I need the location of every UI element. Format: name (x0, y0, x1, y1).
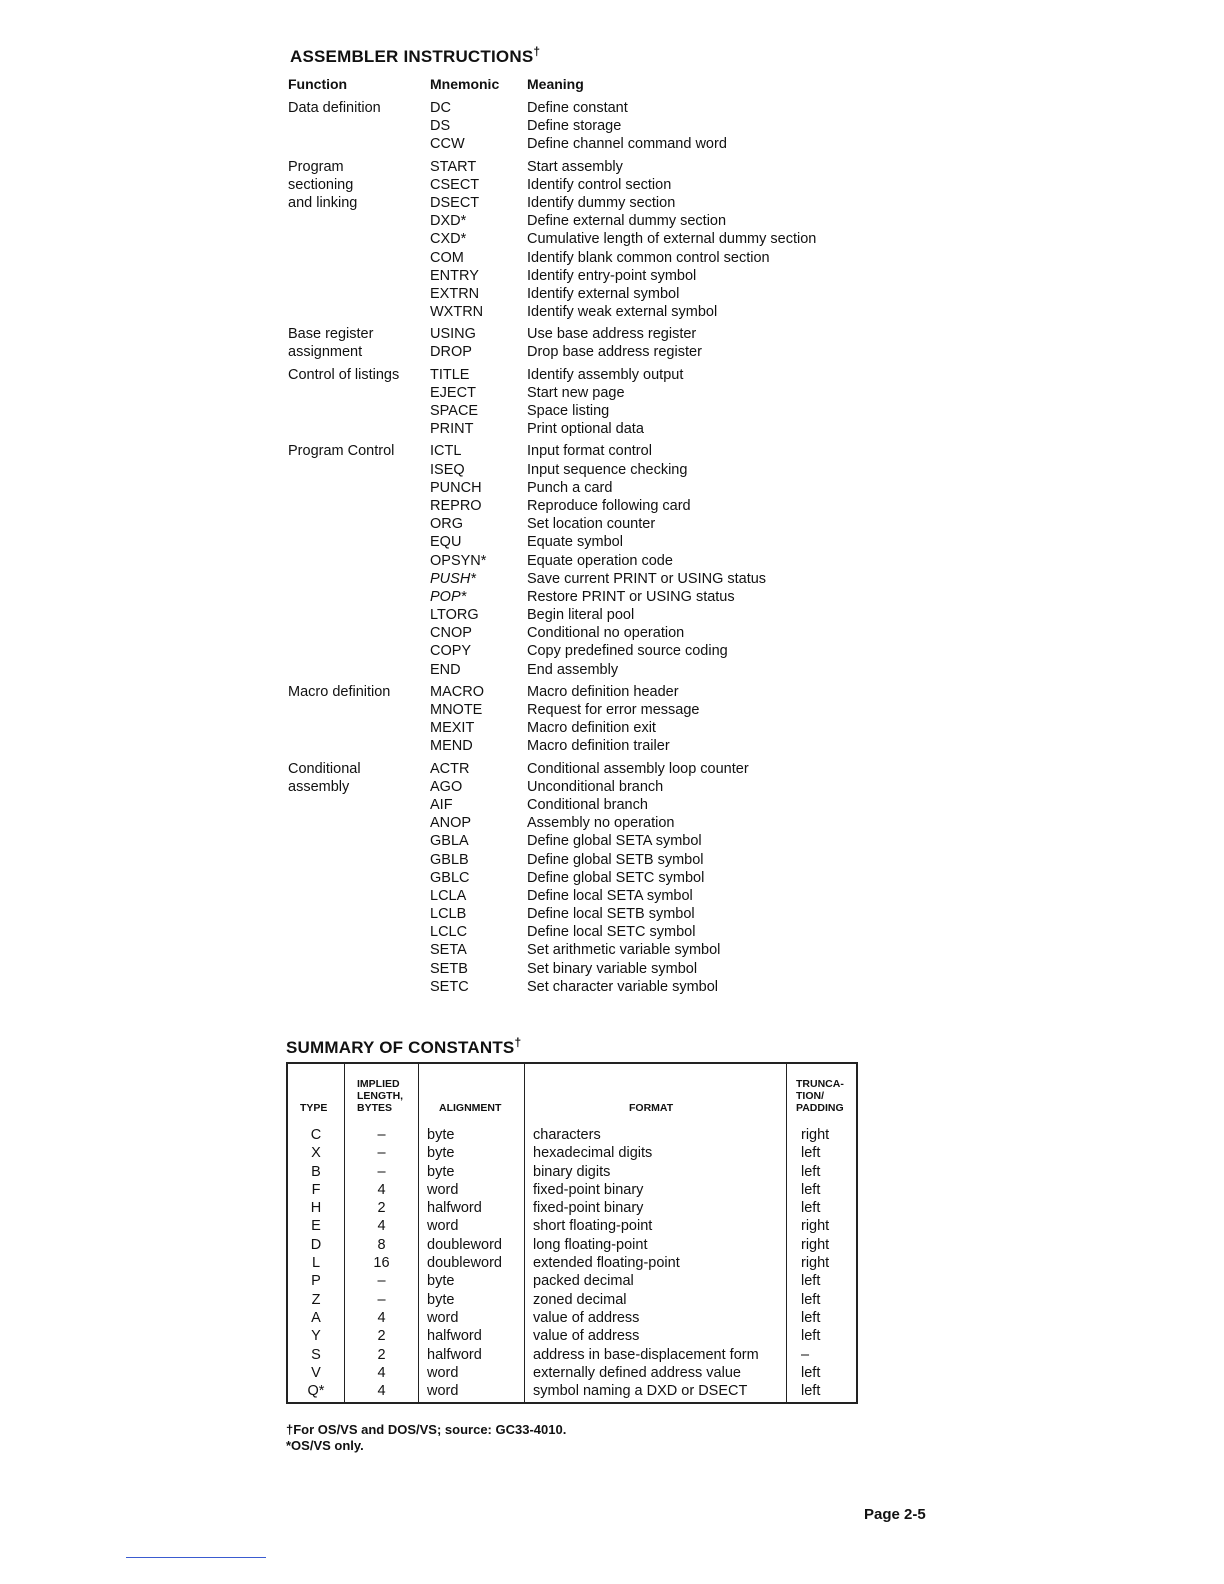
instruction-row (430, 461, 868, 479)
meaning: Define local SETC symbol (527, 924, 696, 941)
constant-cell-l: 2 (377, 1346, 386, 1363)
instruction-row (430, 624, 868, 642)
mnemonic: EJECT (430, 384, 476, 401)
meaning: Print optional data (527, 421, 644, 438)
group-function: Base register assignment (288, 326, 374, 361)
meaning: Restore PRINT or USING status (527, 588, 735, 605)
meaning: Define global SETB symbol (527, 851, 704, 868)
meaning: Start new page (527, 384, 625, 401)
instruction-row (430, 212, 868, 230)
instruction-row (430, 267, 868, 285)
instruction-row (430, 384, 868, 402)
meaning: Start assembly (527, 158, 623, 175)
constant-cell-f: zoned decimal (533, 1291, 627, 1308)
mnemonic: MEXIT (430, 720, 475, 737)
constant-cell-f: characters (533, 1127, 601, 1143)
group-function: Program sectioning and linking (288, 158, 358, 211)
mnemonic: ISEQ (430, 461, 465, 478)
mnemonic: MEND (430, 738, 473, 755)
meaning: Define storage (527, 118, 622, 135)
instruction-row (430, 325, 868, 343)
mnemonic: SETC (430, 978, 469, 995)
constant-cell-p: right (801, 1236, 830, 1253)
constant-cell-t: L (311, 1255, 321, 1272)
instruction-group (288, 325, 868, 361)
mnemonic: AIF (430, 796, 453, 813)
instruction-row (430, 661, 868, 679)
constant-cell-a: halfword (427, 1346, 482, 1363)
meaning: Copy predefined source coding (527, 643, 728, 660)
mnemonic: PRINT (430, 421, 474, 438)
mnemonic: AGO (430, 778, 463, 795)
constant-cell-t: S (311, 1346, 321, 1363)
meaning: End assembly (527, 661, 619, 678)
group-function: Macro definition (288, 683, 391, 700)
mnemonic: EQU (430, 534, 462, 551)
instruction-row (430, 117, 868, 135)
meaning: Define global SETA symbol (527, 833, 702, 850)
instruction-row (430, 158, 868, 176)
instruction-row (430, 249, 868, 267)
constant-cell-f: value of address (533, 1309, 640, 1326)
constant-cell-f: long floating-point (533, 1236, 648, 1253)
constant-cell-t: H (310, 1200, 322, 1217)
mnemonic: COPY (430, 643, 472, 660)
constant-cell-t: Y (311, 1328, 321, 1345)
assembler-table-header (288, 76, 868, 95)
mnemonic: OPSYN* (430, 552, 487, 569)
mnemonic: SPACE (430, 403, 479, 420)
instruction-group (288, 158, 868, 322)
instruction-row (430, 135, 868, 153)
instruction-row (430, 683, 868, 701)
constant-cell-t: V (311, 1364, 321, 1381)
constant-cell-a: byte (427, 1273, 455, 1290)
meaning: Define global SETC symbol (527, 869, 705, 886)
meaning: Identify external symbol (527, 285, 680, 302)
meaning: Identify dummy section (527, 194, 676, 211)
constant-cell-p: left (801, 1181, 821, 1198)
constant-cell-f: hexadecimal digits (533, 1145, 653, 1162)
meaning: Define local SETB symbol (527, 906, 695, 923)
mnemonic: PUNCH (430, 479, 482, 496)
meaning: Conditional assembly loop counter (527, 760, 749, 777)
instruction-row (430, 737, 868, 755)
footnote-asterisk: *OS/VS only. (286, 1438, 364, 1453)
meaning: Equate operation code (527, 552, 673, 569)
header-implied-length: IMPLIED LENGTH, BYTES (357, 1078, 404, 1114)
group-function: Data definition (288, 100, 381, 116)
meaning: Set location counter (527, 516, 656, 533)
meaning: Punch a card (527, 479, 613, 496)
meaning: Identify assembly output (527, 366, 684, 383)
instruction-row (430, 515, 868, 533)
constant-cell-f: extended floating-point (533, 1255, 680, 1272)
meaning: Identify entry-point symbol (527, 267, 697, 284)
footnote-dagger: †For OS/VS and DOS/VS; source: GC33-4010. (286, 1422, 567, 1437)
header-type: TYPE (300, 1102, 328, 1114)
constant-cell-a: byte (427, 1291, 455, 1308)
meaning: Assembly no operation (527, 815, 675, 832)
instruction-group (288, 366, 868, 439)
header-format: FORMAT (629, 1102, 674, 1114)
constant-cell-p: – (801, 1346, 810, 1363)
header-truncation-padding: TRUNCA- TION/ PADDING (796, 1078, 844, 1114)
constant-cell-p: right (801, 1218, 830, 1235)
constant-cell-t: Z (311, 1291, 321, 1308)
meaning: Conditional no operation (527, 625, 685, 642)
mnemonic: ORG (430, 516, 464, 533)
constant-cell-p: left (801, 1145, 821, 1162)
constants-table (286, 1062, 858, 1404)
constant-cell-t: F (311, 1181, 321, 1198)
mnemonic: CCW (430, 136, 465, 153)
constant-cell-f: packed decimal (533, 1273, 634, 1290)
constant-cell-l: 4 (377, 1309, 386, 1326)
meaning: Save current PRINT or USING status (527, 570, 767, 587)
meaning: Input format control (527, 443, 652, 460)
instruction-row (430, 343, 868, 361)
instruction-group (288, 99, 868, 154)
constant-cell-l: 2 (377, 1200, 386, 1217)
meaning: Space listing (527, 403, 610, 420)
instruction-row (430, 814, 868, 832)
meaning: Macro definition exit (527, 720, 656, 737)
instruction-row (430, 796, 868, 814)
meaning: Reproduce following card (527, 497, 691, 514)
meaning: Define channel command word (527, 136, 727, 153)
instruction-row (430, 99, 868, 117)
mnemonic: GBLC (430, 869, 470, 886)
column-format (525, 1064, 787, 1402)
mnemonic: COM (430, 249, 464, 266)
constant-cell-p: left (801, 1273, 821, 1290)
instruction-row (430, 442, 868, 460)
instruction-row (430, 978, 868, 996)
meaning: Define external dummy section (527, 213, 727, 230)
constant-cell-l: – (377, 1163, 386, 1180)
mnemonic: WXTRN (430, 304, 484, 321)
constant-cell-p: right (801, 1127, 830, 1143)
constant-cell-a: byte (427, 1127, 455, 1143)
mnemonic: PUSH* (430, 570, 476, 587)
mnemonic: ENTRY (430, 267, 479, 284)
mnemonic: LTORG (430, 607, 479, 624)
instruction-row (430, 832, 868, 850)
meaning: Macro definition header (527, 683, 679, 700)
constant-cell-f: fixed-point binary (533, 1181, 644, 1198)
constant-cell-p: left (801, 1163, 821, 1180)
header-mnemonic: Mnemonic (430, 76, 500, 92)
group-function: Control of listings (288, 366, 400, 383)
constant-cell-f: short floating-point (533, 1218, 653, 1235)
bottom-rule (126, 1557, 266, 1558)
instruction-row (430, 869, 868, 887)
constant-cell-a: word (427, 1218, 459, 1235)
mnemonic: START (430, 158, 477, 175)
mnemonic: SETA (430, 942, 467, 959)
instruction-row (430, 402, 868, 420)
constant-cell-t: P (311, 1273, 321, 1290)
group-function: Conditional assembly (288, 760, 361, 795)
constant-cell-a: byte (427, 1145, 455, 1162)
mnemonic: LCLA (430, 887, 467, 904)
mnemonic: EXTRN (430, 285, 480, 302)
instruction-row (430, 960, 868, 978)
instruction-row (430, 420, 868, 438)
constant-cell-l: – (377, 1273, 386, 1290)
instruction-row (430, 642, 868, 660)
header-function: Function (288, 76, 348, 92)
meaning: Drop base address register (527, 344, 702, 361)
constant-cell-t: Q* (307, 1383, 325, 1400)
constant-cell-f: value of address (533, 1328, 640, 1345)
constant-cell-p: left (801, 1291, 821, 1308)
instruction-row (430, 497, 868, 515)
constant-cell-a: halfword (427, 1328, 482, 1345)
constant-cell-a: halfword (427, 1200, 482, 1217)
header-alignment: ALIGNMENT (439, 1102, 502, 1114)
constant-cell-l: 4 (377, 1218, 386, 1235)
constant-cell-p: left (801, 1200, 821, 1217)
constant-cell-p: left (801, 1364, 821, 1381)
constant-cell-a: word (427, 1309, 459, 1326)
mnemonic: TITLE (430, 366, 470, 383)
constant-cell-a: word (427, 1364, 459, 1381)
meaning: Begin literal pool (527, 607, 635, 624)
meaning: Unconditional branch (527, 778, 664, 795)
constant-cell-l: 4 (377, 1383, 386, 1400)
mnemonic: CNOP (430, 625, 472, 642)
mnemonic: MACRO (430, 683, 484, 700)
instruction-row (430, 923, 868, 941)
instruction-row (430, 479, 868, 497)
meaning: Input sequence checking (527, 461, 688, 478)
footnotes (286, 1422, 566, 1454)
constant-cell-a: doubleword (427, 1236, 502, 1253)
constant-cell-t: D (310, 1236, 322, 1253)
assembler-instructions-title: ASSEMBLER INSTRUCTIONS† (290, 44, 541, 66)
meaning: Equate symbol (527, 534, 623, 551)
constant-cell-f: binary digits (533, 1163, 611, 1180)
instruction-row (430, 552, 868, 570)
instruction-group (288, 683, 868, 756)
constant-cell-f: externally defined address value (533, 1364, 741, 1381)
instruction-row (430, 701, 868, 719)
constant-cell-l: 2 (377, 1328, 386, 1345)
mnemonic: CXD* (430, 231, 467, 248)
mnemonic: DS (430, 118, 451, 135)
instruction-row (430, 570, 868, 588)
instruction-row (430, 533, 868, 551)
mnemonic: ICTL (430, 443, 462, 460)
constant-cell-l: – (377, 1127, 386, 1143)
constant-cell-p: right (801, 1255, 830, 1272)
instruction-row (430, 285, 868, 303)
mnemonic: SETB (430, 960, 468, 977)
constant-cell-a: byte (427, 1163, 455, 1180)
instruction-group (288, 442, 868, 678)
constant-cell-a: doubleword (427, 1255, 502, 1272)
mnemonic: REPRO (430, 497, 482, 514)
meaning: Identify weak external symbol (527, 304, 718, 321)
column-alignment (419, 1064, 525, 1402)
column-type (288, 1064, 345, 1402)
mnemonic: POP* (430, 588, 467, 605)
mnemonic: USING (430, 326, 476, 343)
mnemonic: ACTR (430, 760, 470, 777)
constant-cell-a: word (427, 1383, 459, 1400)
instruction-row (430, 230, 868, 248)
meaning: Cumulative length of external dummy section (527, 231, 817, 248)
constant-cell-p: left (801, 1383, 821, 1400)
constant-cell-a: word (427, 1181, 459, 1198)
constant-cell-f: address in base-displacement form (533, 1346, 759, 1363)
column-implied-length (345, 1064, 419, 1402)
instruction-row (430, 588, 868, 606)
meaning: Set binary variable symbol (527, 960, 698, 977)
instruction-row (430, 887, 868, 905)
mnemonic: DROP (430, 344, 472, 361)
constant-cell-l: 16 (373, 1255, 390, 1272)
meaning: Identify blank common control section (527, 249, 770, 266)
instruction-row (430, 778, 868, 796)
constant-cell-l: – (377, 1145, 386, 1162)
constant-cell-l: 8 (377, 1236, 386, 1253)
constant-cell-t: B (311, 1163, 321, 1180)
instruction-row (430, 176, 868, 194)
constant-cell-t: X (311, 1145, 321, 1162)
summary-of-constants-title: SUMMARY OF CONSTANTS† (286, 1035, 522, 1057)
mnemonic: MNOTE (430, 702, 483, 719)
mnemonic: GBLA (430, 833, 469, 850)
meaning: Macro definition trailer (527, 738, 670, 755)
mnemonic: END (430, 661, 461, 678)
constant-cell-l: 4 (377, 1364, 386, 1381)
page-number: Page 2-5 (864, 1506, 926, 1523)
mnemonic: DSECT (430, 194, 480, 211)
meaning: Identify control section (527, 176, 672, 193)
mnemonic: LCLC (430, 924, 468, 941)
instruction-row (430, 719, 868, 737)
mnemonic: ANOP (430, 815, 472, 832)
mnemonic: DC (430, 100, 451, 116)
header-meaning: Meaning (527, 76, 584, 92)
constant-cell-f: fixed-point binary (533, 1200, 644, 1217)
assembler-instructions-table (288, 76, 868, 996)
instruction-row (430, 606, 868, 624)
meaning: Conditional branch (527, 796, 648, 813)
constant-cell-f: symbol naming a DXD or DSECT (533, 1383, 748, 1400)
instruction-group (288, 760, 868, 996)
instruction-row (430, 194, 868, 212)
constant-cell-p: left (801, 1309, 821, 1326)
mnemonic: GBLB (430, 851, 469, 868)
meaning: Define constant (527, 100, 628, 116)
instruction-row (430, 760, 868, 778)
constant-cell-t: C (310, 1127, 322, 1143)
column-truncation-padding (787, 1064, 856, 1402)
mnemonic: DXD* (430, 213, 467, 230)
meaning: Set character variable symbol (527, 978, 718, 995)
constant-cell-p: left (801, 1328, 821, 1345)
constant-cell-t: E (311, 1218, 321, 1235)
constant-cell-t: A (311, 1309, 321, 1326)
group-function: Program Control (288, 443, 395, 460)
mnemonic: CSECT (430, 176, 480, 193)
meaning: Set arithmetic variable symbol (527, 942, 721, 959)
mnemonic: LCLB (430, 906, 467, 923)
instruction-row (430, 851, 868, 869)
meaning: Use base address register (527, 326, 697, 343)
instruction-row (430, 905, 868, 923)
meaning: Request for error message (527, 702, 700, 719)
constant-cell-l: 4 (377, 1181, 386, 1198)
instruction-row (430, 941, 868, 959)
constant-cell-l: – (377, 1291, 386, 1308)
instruction-row (430, 366, 868, 384)
meaning: Define local SETA symbol (527, 887, 693, 904)
instruction-row (430, 303, 868, 321)
